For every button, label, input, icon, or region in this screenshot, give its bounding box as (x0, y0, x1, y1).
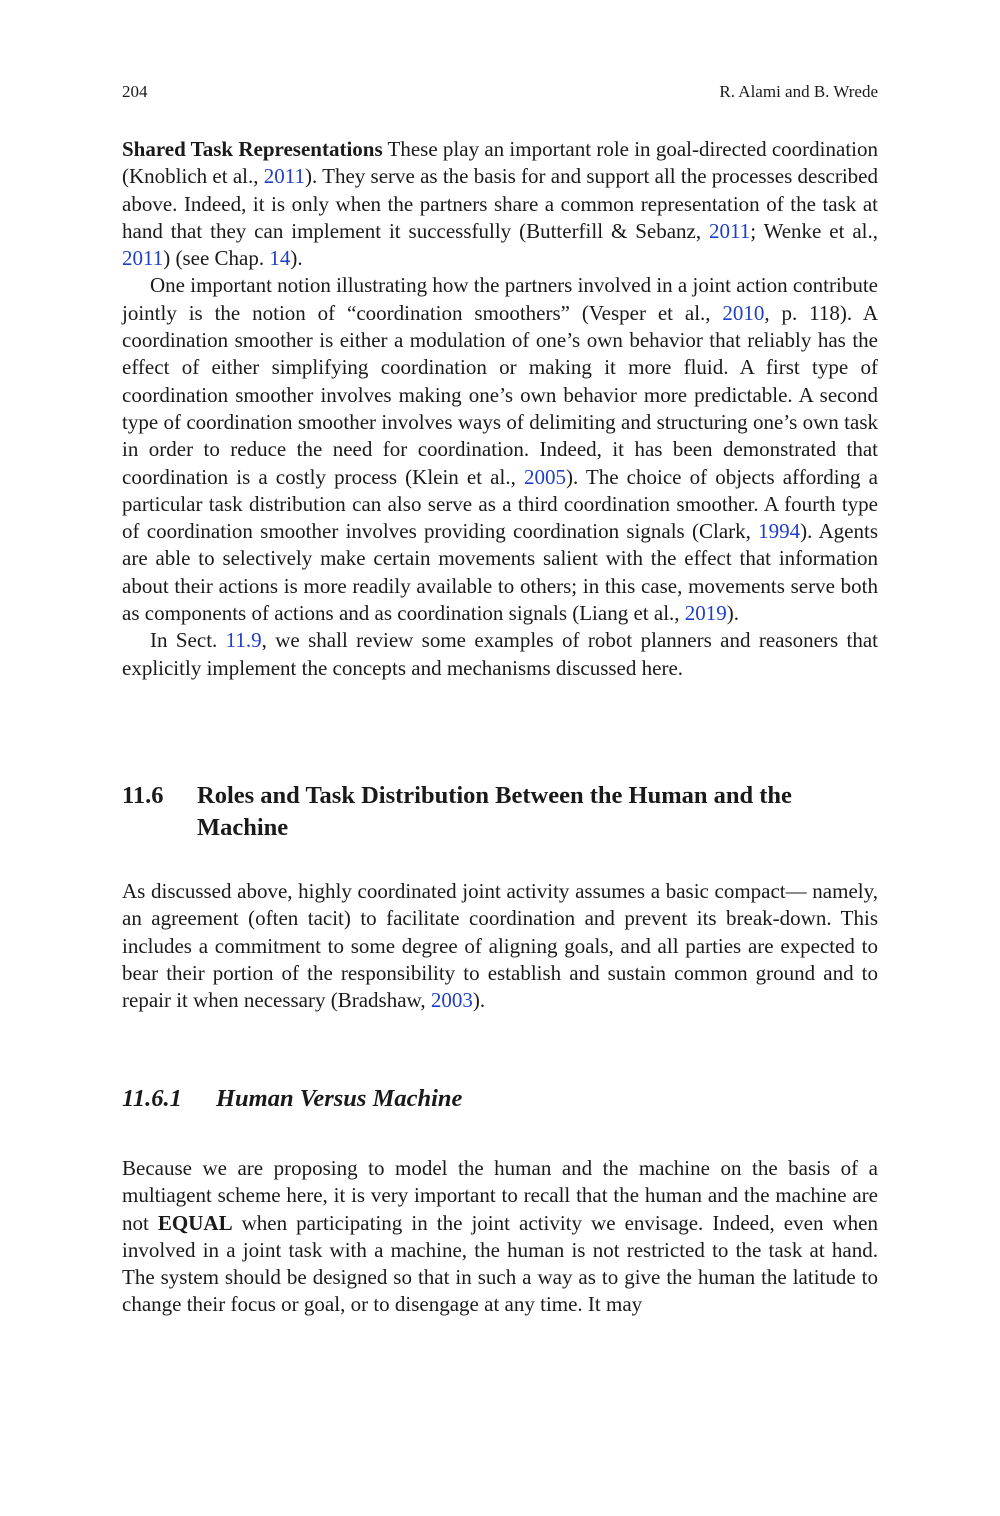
body-text-top (122, 136, 878, 682)
citation-link[interactable]: 2005 (523, 464, 566, 489)
paragraph-coordination-smoothers: One important notion illustrating how the partners involved in a joint action contribute jointly is the notion of “coordination smoothers” (Vesper et al., 2010, p. 118). A coordination smoother is either a modulation of one’s own behavior that reliably has the effect of either simplifying coordination or making it more fluid. A first type of coordination smoother involves making one’s own behavior more predictable. A second type of coordination smoother involves ways of delimiting and structuring one’s own task in order to reduce the need for coordination. Indeed, it has been demonstrated that coordination is a costly process (Klein et al., 2005). The choice of objects affording a particular task distribution can also serve as a third coordination smoother. A fourth type of coordination smoother involves providing coordination signals (Clark, 1994). Agents are able to selectively make certain movements salient with the effect that information about their actions is more readily available to others; in this case, movements serve both as components of actions and as coordination signals (Liang et al., 2019). (122, 273, 879, 626)
citation-link[interactable]: 2011 (263, 164, 305, 189)
citation-link[interactable]: 1994 (758, 519, 801, 544)
paragraph-lead-heading: Shared Task Representations (122, 137, 383, 161)
chapter-link[interactable]: 14 (269, 246, 291, 271)
body-text-subsection (122, 1155, 878, 1319)
paragraph-human-versus-machine: Because we are proposing to model the human and the machine on the basis of a multiagent scheme here, it is very important to recall that the human and the machine are not EQUAL when participating in the joint activity we envisage. Indeed, even when involved in a joint task with a machine, the human is not restricted to the task at hand. The system should be designed so that in such a way as to give the human the latitude to change their focus or goal, or to disengage at any time. It may (122, 1156, 878, 1317)
subsection-title: Human Versus Machine (216, 1085, 463, 1112)
running-head-authors: R. Alami and B. Wrede (719, 82, 878, 101)
paragraph-shared-task-representations: Shared Task Representations These play an important role in goal-directed coordination (Knoblich et al., 2011). They serve as the basis for and support all the processes described above. Indeed, it is only when the partners share a common representation of the task at hand that they can implement it successfully (Butterfill & Sebanz, 2011; Wenke et al., 2011) (see Chap. 14). (122, 137, 878, 271)
citation-link[interactable]: 2011 (709, 218, 751, 243)
section-title: Roles and Task Distribution Between the Human and the Machine (197, 782, 792, 841)
running-head (122, 80, 878, 104)
subsection-number: 11.6.1 (122, 1085, 182, 1112)
citation-link[interactable]: 2011 (122, 246, 164, 271)
emphasis-equal: EQUAL (157, 1210, 233, 1235)
citation-link[interactable]: 2003 (430, 988, 473, 1013)
page-number: 204 (122, 82, 148, 101)
paragraph-section-reference: In Sect. 11.9, we shall review some examples of robot planners and reasoners that explicitly implement the concepts and mechanisms discussed here. (122, 628, 878, 680)
citation-link[interactable]: 2019 (684, 601, 727, 626)
paragraph-basic-compact: As discussed above, highly coordinated joint activity assumes a basic compact— namely, an agreement (often tacit) to facilitate coordination and prevent its break-down. This includes a commitment to some degree of aligning goals, and all parties are expected to bear their portion of the responsibility to establish and sustain common ground and to repair it when necessary (Bradshaw, 2003). (122, 879, 878, 1013)
citation-link[interactable]: 2010 (722, 300, 765, 325)
section-link[interactable]: 11.9 (225, 628, 262, 653)
body-text-section (122, 878, 878, 1014)
section-number: 11.6 (122, 782, 164, 809)
